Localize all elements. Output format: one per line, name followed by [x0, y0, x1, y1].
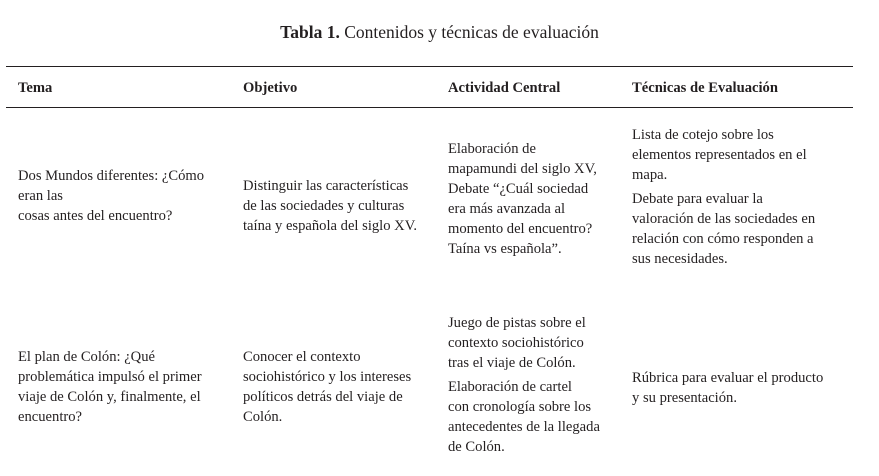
row1-tecnicas-line: sus necesidades. [632, 251, 728, 267]
row1-objetivo-line: de las sociedades y culturas [243, 198, 405, 214]
row2-actividad-line: de Colón. [448, 439, 505, 455]
header-actividad-central: Actividad Central [448, 80, 561, 96]
row1-tecnicas-line: Lista de cotejo sobre los [632, 127, 774, 143]
row2-actividad-paragraph [448, 377, 623, 457]
row1-actividad-cell [448, 139, 623, 259]
row2-actividad-line: Elaboración de cartel [448, 379, 572, 395]
row1-tecnicas-line: Debate para evaluar la [632, 191, 763, 207]
row2-actividad-line: contexto sociohistórico [448, 335, 584, 351]
row2-tecnicas-paragraph [632, 368, 857, 408]
row1-tema-text [18, 166, 230, 226]
row1-actividad-line: Taína vs española”. [448, 241, 562, 257]
row2-tema-cell [18, 347, 230, 427]
row2-objetivo-cell [243, 347, 435, 427]
row1-tecnicas-paragraph [632, 125, 857, 185]
row1-actividad-line: mapamundi del siglo XV, [448, 161, 597, 177]
row2-objetivo-line: sociohistórico y los intereses [243, 369, 412, 385]
row1-tema-line: eran las [18, 188, 63, 204]
table-caption [0, 20, 879, 44]
row2-actividad-line: tras el viaje de Colón. [448, 355, 576, 371]
row2-actividad-line: antecedentes de la llegada [448, 419, 600, 435]
row1-tecnicas-line: valoración de las sociedades en [632, 211, 816, 227]
table-top-rule [6, 66, 853, 67]
row2-objetivo-line: Conocer el contexto [243, 349, 361, 365]
row1-objetivo-line: Distinguir las características [243, 178, 409, 194]
row2-tecnicas-line: Rúbrica para evaluar el producto [632, 370, 824, 386]
row2-tema-line: encuentro? [18, 409, 83, 425]
row2-objetivo-text [243, 347, 435, 427]
row1-actividad-line: momento del encuentro? [448, 221, 593, 237]
row2-tema-line: viaje de Colón y, finalmente, el [18, 389, 201, 405]
row1-tecnicas-line: mapa. [632, 167, 668, 183]
row1-tecnicas-line: elementos representados en el [632, 147, 807, 163]
row1-tecnicas-line: relación con cómo responden a [632, 231, 814, 247]
header-bottom-rule [6, 107, 853, 108]
row2-tema-line: problemática impulsó el primer [18, 369, 202, 385]
header-tecnicas-evaluacion: Técnicas de Evaluación [632, 80, 778, 96]
row2-tema-line: El plan de Colón: ¿Qué [18, 349, 155, 365]
table-caption-label: Tabla 1. [280, 22, 340, 42]
header-tema: Tema [18, 80, 53, 96]
row1-actividad-line: Elaboración de [448, 141, 536, 157]
row2-actividad-line: con cronología sobre los [448, 399, 592, 415]
row2-actividad-line: Juego de pistas sobre el [448, 315, 586, 331]
row2-objetivo-line: políticos detrás del viaje de [243, 389, 403, 405]
header-objetivo: Objetivo [243, 80, 298, 96]
row1-tema-line: Dos Mundos diferentes: ¿Cómo [18, 168, 205, 184]
row1-actividad-line: Debate “¿Cuál sociedad [448, 181, 589, 197]
row2-tecnicas-line: y su presentación. [632, 390, 737, 406]
row2-actividad-paragraph [448, 313, 623, 373]
row1-actividad-text [448, 139, 623, 259]
row1-objetivo-text [243, 176, 435, 236]
row2-tecnicas-cell [632, 368, 857, 408]
row1-objetivo-line: taína y española del siglo XV. [243, 218, 418, 234]
row1-actividad-line: era más avanzada al [448, 201, 566, 217]
row1-tecnicas-cell [632, 125, 857, 269]
row1-tema-cell [18, 166, 230, 226]
row2-actividad-cell [448, 313, 623, 457]
row1-tecnicas-paragraph [632, 189, 857, 269]
row1-objetivo-cell [243, 176, 435, 236]
table-caption-text: Contenidos y técnicas de evaluación [344, 22, 599, 42]
row1-tema-line: cosas antes del encuentro? [18, 208, 173, 224]
row2-tema-text [18, 347, 230, 427]
row2-objetivo-line: Colón. [243, 409, 283, 425]
